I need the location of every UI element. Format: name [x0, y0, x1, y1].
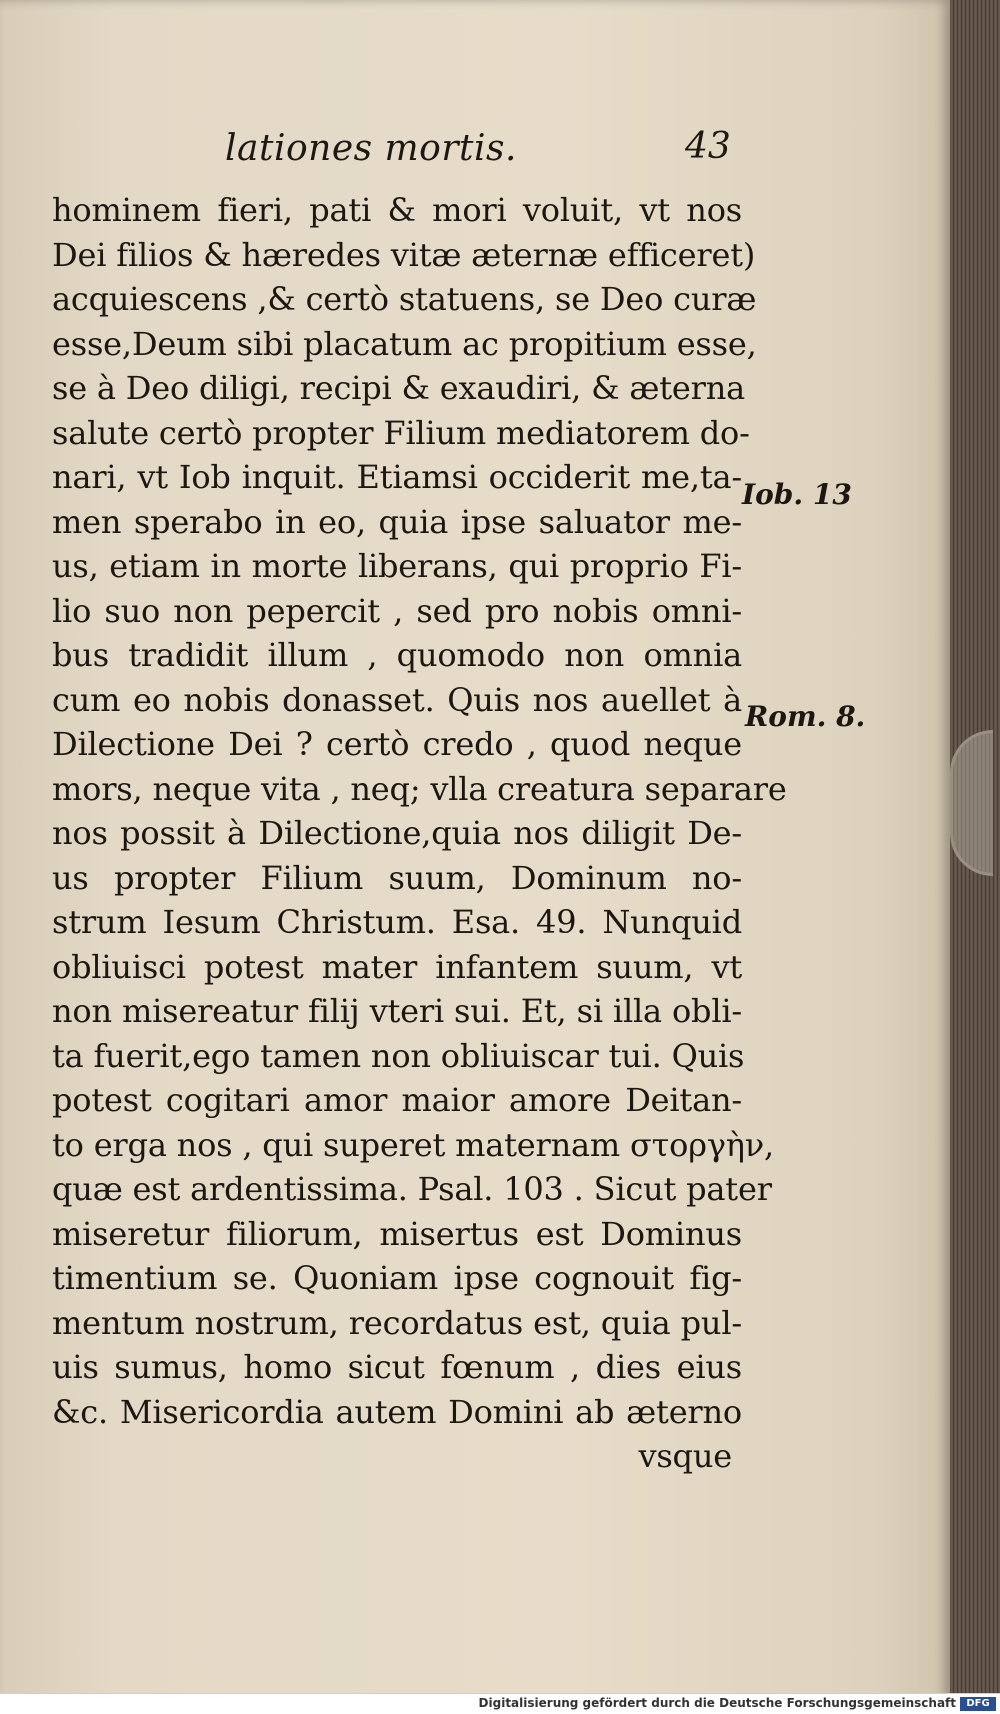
text-line: &c. Misericordia autem Domini ab æterno — [52, 1392, 742, 1431]
text-line: to erga nos , qui superet maternam στοργὴν, — [52, 1125, 774, 1164]
page-tab-marker — [950, 730, 993, 876]
text-line: us, etiam in morte liberans, qui proprio Fi- — [52, 547, 742, 585]
text-line: Dilectione Dei ? certò credo , quod neque — [52, 725, 742, 763]
body-text — [52, 188, 787, 1479]
text-line: us propter Filium suum, Dominum no- — [52, 858, 742, 897]
text-line: obliuisci potest mater infantem suum, vt — [52, 947, 742, 986]
page-header — [225, 126, 731, 178]
running-head: lationes mortis. — [225, 128, 517, 169]
digitization-footer — [0, 1693, 1000, 1714]
text-line: miseretur filiorum, misertus est Dominus — [52, 1214, 742, 1253]
dfg-logo: DFG — [960, 1697, 996, 1711]
text-line: mentum nostrum, recordatus est, quia pul- — [52, 1303, 742, 1342]
text-line: salute certò propter Filium mediatorem do- — [52, 413, 750, 452]
text-line: quæ est ardentissima. Psal. 103 . Sicut pater — [52, 1170, 772, 1208]
text-line: bus tradidit illum , quomodo non omnia — [52, 636, 742, 674]
text-line: ta fuerit,ego tamen non obliuiscar tui. Quis — [52, 1036, 745, 1075]
text-line: mors, neque vita , neq; vlla creatura separare — [52, 769, 787, 808]
text-line: Dei filios & hæredes vitæ æternæ efficeret) — [52, 235, 756, 274]
catchword: vsque — [638, 1437, 732, 1475]
text-line: men sperabo in eo, quia ipse saluator me- — [52, 502, 742, 541]
text-line: uis sumus, homo sicut fœnum , dies eius — [52, 1348, 742, 1386]
text-line: nos possit à Dilectione,quia nos diligit De- — [52, 814, 742, 852]
text-line: timentium se. Quoniam ipse cognouit fig- — [52, 1259, 742, 1297]
text-line: potest cogitari amor maior amore Deitan- — [52, 1081, 742, 1119]
text-line: acquiescens ,& certò statuens, se Deo curæ — [52, 280, 757, 318]
text-line: non misereatur filij vteri sui. Et, si illa obli- — [52, 992, 742, 1030]
text-line: lio suo non pepercit , sed pro nobis omni- — [52, 591, 742, 630]
page-number: 43 — [685, 126, 731, 167]
margin-note-rom: Rom. 8. — [745, 700, 866, 733]
text-line: cum eo nobis donasset. Quis nos auellet à — [52, 680, 742, 719]
text-line: nari, vt Iob inquit. Etiamsi occiderit me,ta- — [52, 458, 742, 496]
text-line: strum Iesum Christum. Esa. 49. Nunquid — [52, 903, 742, 941]
margin-note-iob: Iob. 13 — [742, 478, 852, 511]
text-line: se à Deo diligi, recipi & exaudiri, & æterna — [52, 369, 745, 407]
text-line: hominem fieri, pati & mori voluit, vt nos — [52, 191, 742, 229]
text-line: esse,Deum sibi placatum ac propitium esse, — [52, 324, 757, 363]
footer-credit: Digitalisierung gefördert durch die Deutsche Forschungsgemeinschaft — [478, 1696, 956, 1710]
